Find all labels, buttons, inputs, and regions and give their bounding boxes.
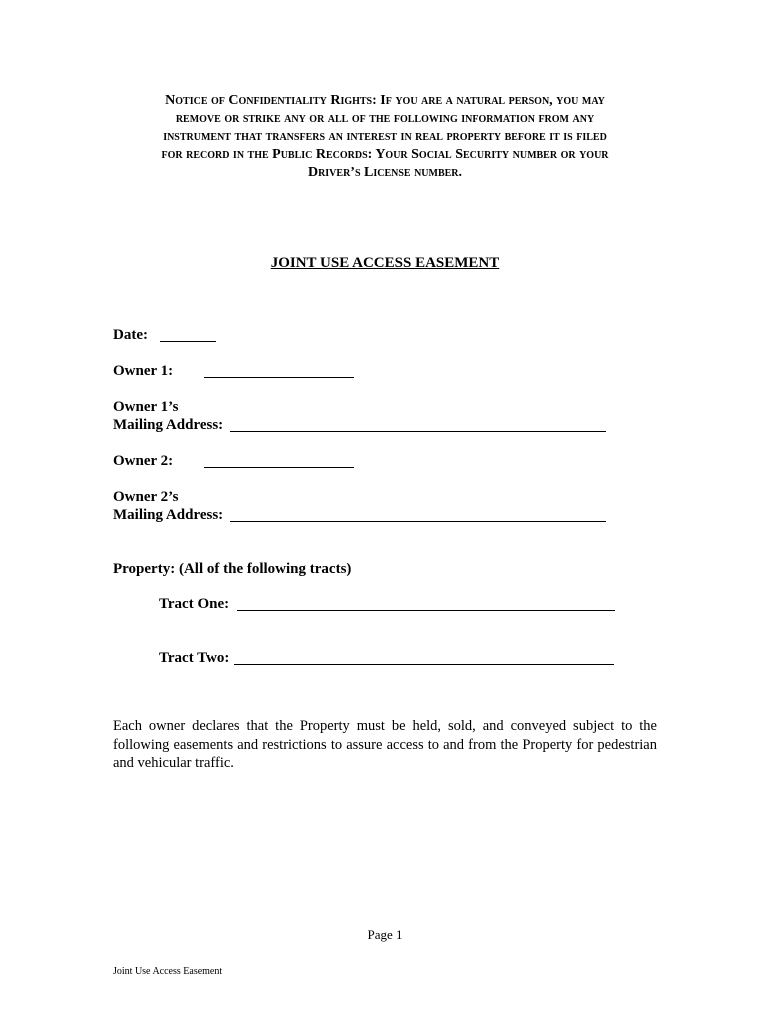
owner1-address-label-line2: Mailing Address: — [113, 417, 224, 433]
tract-two-label: Tract Two: — [159, 650, 230, 666]
tract-one-blank[interactable] — [237, 610, 615, 611]
page-number: Page 1 — [367, 927, 403, 942]
owner2-blank[interactable] — [204, 467, 354, 468]
notice-line: for record in the Public Records: Your Social Security number or your — [161, 147, 609, 162]
owner2-label: Owner 2: — [113, 453, 174, 469]
document-title: JOINT USE ACCESS EASEMENT — [270, 255, 500, 271]
date-blank[interactable] — [160, 341, 216, 342]
owner2-address-blank[interactable] — [230, 521, 606, 522]
owner2-address-label-line1: Owner 2’s — [113, 489, 179, 505]
footer-text: Joint Use Access Easement — [113, 966, 223, 977]
date-label: Date: — [113, 327, 148, 343]
owner1-blank[interactable] — [204, 377, 354, 378]
notice-line: Notice of Confidentiality Rights: If you are a natural person, you may — [165, 93, 605, 108]
property-label: Property: (All of the following tracts) — [113, 561, 352, 577]
notice-line: instrument that transfers an interest in real property before it is filed — [163, 129, 607, 144]
declaration-paragraph: Each owner declares that the Property must be held, sold, and conveyed subject to the following easements and restrictions to assure access to and from the Property for pedestrian and vehicular traffic. — [113, 718, 657, 771]
owner1-label: Owner 1: — [113, 363, 174, 379]
owner1-address-label-line1: Owner 1’s — [113, 399, 179, 415]
notice-line: remove or strike any or all of the following information from any — [175, 111, 595, 126]
notice-line: Driver’s License number. — [307, 165, 463, 180]
confidentiality-notice — [100, 92, 670, 182]
tract-two-blank[interactable] — [234, 664, 614, 665]
owner2-address-label-line2: Mailing Address: — [113, 507, 224, 523]
owner1-address-blank[interactable] — [230, 431, 606, 432]
tract-one-label: Tract One: — [159, 596, 230, 612]
